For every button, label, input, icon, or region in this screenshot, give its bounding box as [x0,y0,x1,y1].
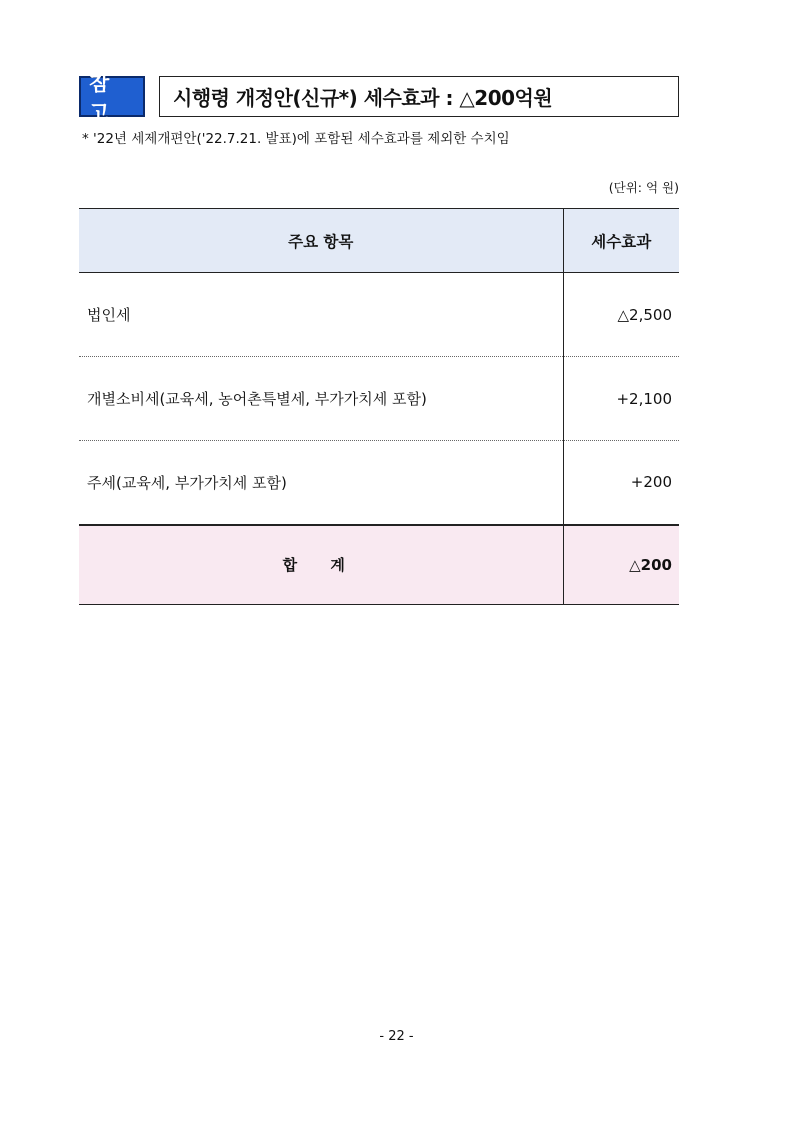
row-item: 주세(교육세, 부가가치세 포함) [79,441,563,525]
table-row [79,273,679,357]
row-value: +2,100 [563,357,679,441]
page-title: 시행령 개정안(신규*) 세수효과 : △200억원 [159,76,679,117]
footnote: * '22년 세제개편안('22.7.21. 발표)에 포함된 세수효과를 제외한 수치임 [82,131,510,147]
page-number: - 22 - [379,1029,414,1044]
total-label: 합 계 [79,525,563,605]
total-value: △200 [563,525,679,605]
column-header-item: 주요 항목 [79,209,563,273]
row-value: △2,500 [563,273,679,357]
total-row [79,525,679,605]
reference-badge: 참 고 [79,76,145,117]
tax-effect-table [79,208,679,605]
table-header-row [79,209,679,273]
row-item: 법인세 [79,273,563,357]
row-value: +200 [563,441,679,525]
table-row [79,441,679,525]
column-header-effect: 세수효과 [563,209,679,273]
table-row [79,357,679,441]
reference-header [79,70,679,125]
unit-label: (단위: 억 원) [608,180,679,195]
row-item: 개별소비세(교육세, 농어촌특별세, 부가가치세 포함) [79,357,563,441]
